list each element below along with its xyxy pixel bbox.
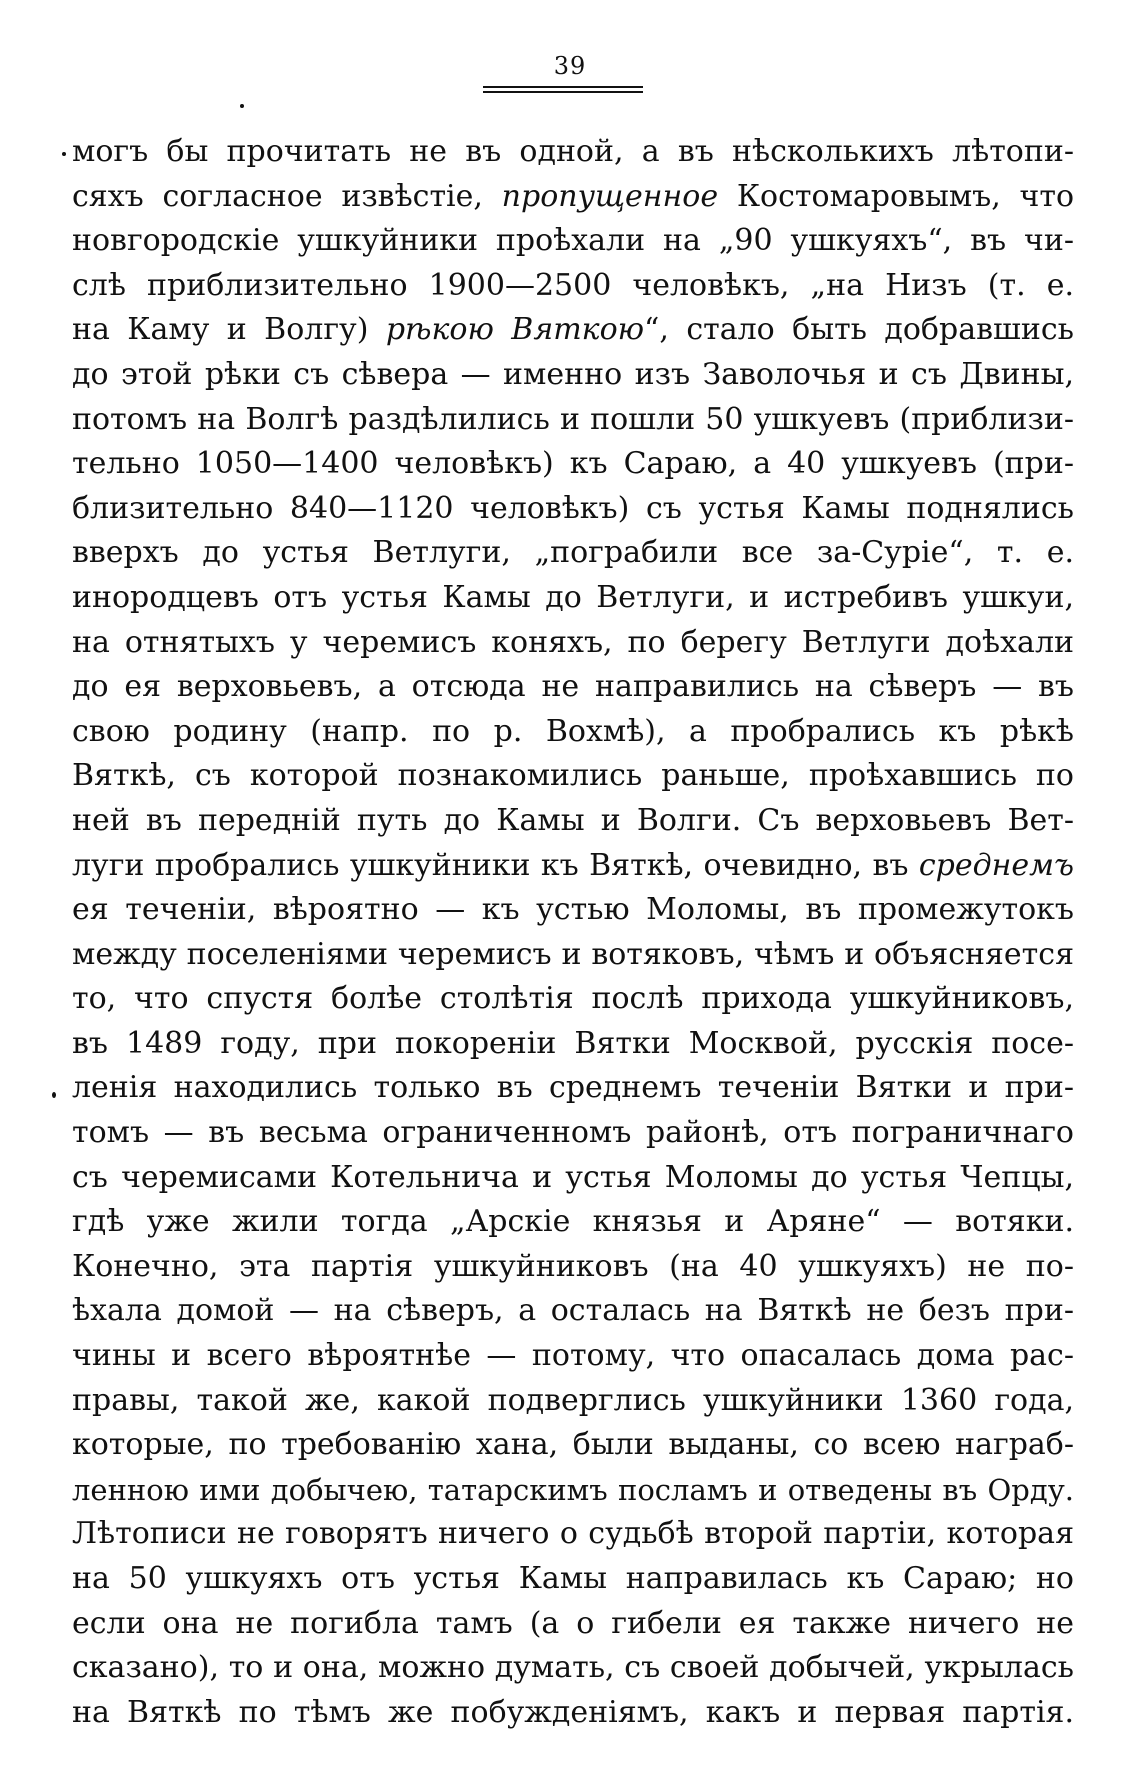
text-line: сказано), то и она, можно думать, съ своей добычей, укрылась — [72, 1650, 1074, 1686]
text-line: Вяткѣ, съ которой познакомились раньше, проѣхавшись по — [72, 758, 1074, 794]
text-line: свою родину (напр. по р. Вохмѣ), а пробрались къ рѣкѣ — [72, 713, 1074, 749]
text-line: ней въ передній путь до Камы и Волги. Съ верховьевъ Вет- — [72, 802, 1074, 838]
text-line: ѣхала домой — на сѣверъ, а осталась на Вяткѣ не безъ при- — [72, 1293, 1074, 1329]
text-line: на Вяткѣ по тѣмъ же побужденіямъ, какъ и первая партія. — [72, 1694, 1074, 1730]
body-text — [72, 130, 1074, 1735]
text-line: на Каму и Волгу) рѣкою Вяткою“, стало быть добравшись — [72, 312, 1074, 348]
page-number-rule-bottom — [483, 91, 643, 93]
text-line: ея теченіи, вѣроятно — къ устью Моломы, въ промежутокъ — [72, 892, 1074, 928]
speck-mark — [52, 1092, 56, 1098]
text-line: потомъ на Волгѣ раздѣлились и пошли 50 ушкуевъ (приблизи- — [72, 401, 1074, 437]
text-line: новгородскіе ушкуйники проѣхали на „90 ушкуяхъ“, въ чи- — [72, 223, 1074, 259]
text-line: вверхъ до устья Ветлуги, „пограбили все за-Суріе“, т. е. — [72, 535, 1074, 571]
text-line: чины и всего вѣроятнѣе — потому, что опасалась дома рас- — [72, 1338, 1074, 1374]
text-line: въ 1489 году, при покореніи Вятки Москвой, русскія посе- — [72, 1025, 1074, 1061]
text-line: съ черемисами Котельнича и устья Моломы до устья Чепцы, — [72, 1159, 1074, 1195]
text-line: ленною ими добычею, татарскимъ посламъ и отведены въ Орду. — [72, 1472, 1074, 1507]
text-line: до ея верховьевъ, а отсюда не направились на сѣверъ — въ — [72, 669, 1074, 705]
page-number-rule-top — [483, 86, 643, 88]
text-line: Конечно, эта партія ушкуйниковъ (на 40 ушкуяхъ) не по- — [72, 1248, 1074, 1284]
page-number: 39 — [553, 52, 587, 80]
speck-mark — [62, 152, 66, 156]
text-line: на отнятыхъ у черемисъ коняхъ, по берегу Ветлуги доѣхали — [72, 624, 1074, 660]
text-line: ленія находились только въ среднемъ теченіи Вятки и при- — [72, 1070, 1074, 1106]
text-line: луги пробрались ушкуйники къ Вяткѣ, очевидно, въ среднемъ — [72, 847, 1074, 883]
text-line: сяхъ согласное извѣстіе, пропущенное Костомаровымъ, что — [72, 178, 1074, 214]
text-line: инородцевъ отъ устья Камы до Ветлуги, и истребивъ ушкуи, — [72, 579, 1074, 615]
speck-mark — [240, 104, 244, 108]
text-line: Лѣтописи не говорятъ ничего о судьбѣ второй партіи, которая — [72, 1516, 1074, 1552]
text-line: слѣ приблизительно 1900—2500 человѣкъ, „на Низъ (т. е. — [72, 267, 1074, 303]
text-line: близительно 840—1120 человѣкъ) съ устья Камы поднялись — [72, 490, 1074, 526]
text-line: между поселеніями черемисъ и вотяковъ, чѣмъ и объясняется — [72, 936, 1074, 972]
text-line: то, что спустя болѣе столѣтія послѣ прихода ушкуйниковъ, — [72, 981, 1074, 1017]
text-line: томъ — въ весьма ограниченномъ районѣ, отъ пограничнаго — [72, 1115, 1074, 1151]
text-line: могъ бы прочитать не въ одной, а въ нѣсколькихъ лѣтопи- — [72, 134, 1074, 169]
text-line: до этой рѣки съ сѣвера — именно изъ Заволочья и съ Двины, — [72, 356, 1074, 392]
text-line: тельно 1050—1400 человѣкъ) къ Сараю, а 40 ушкуевъ (при- — [72, 446, 1074, 482]
text-line: правы, такой же, какой подверглись ушкуйники 1360 года, — [72, 1382, 1074, 1418]
text-line: на 50 ушкуяхъ отъ устья Камы направилась къ Сараю; но — [72, 1561, 1074, 1596]
text-line: которые, по требованію хана, были выданы, со всею награб- — [72, 1427, 1074, 1463]
text-line: гдѣ уже жили тогда „Арскіе князья и Аряне“ — вотяки. — [72, 1204, 1074, 1240]
text-line: если она не погибла тамъ (а о гибели ея также ничего не — [72, 1605, 1074, 1641]
